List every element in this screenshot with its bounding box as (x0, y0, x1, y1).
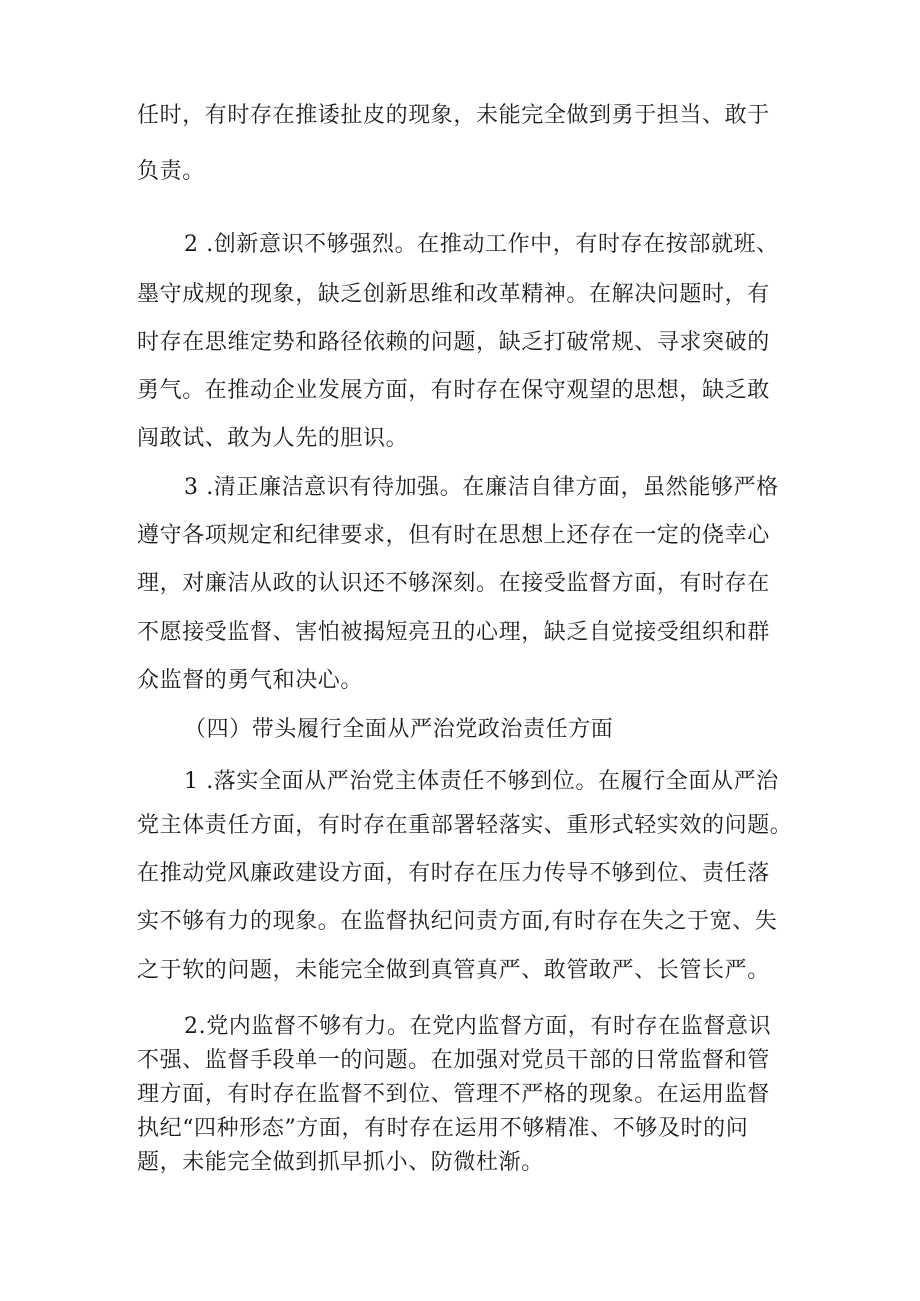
text-line: 不愿接受监督、害怕被揭短亮丑的心理，缺乏自觉接受组织和群 (137, 620, 770, 645)
text-line: 3 .清正廉洁意识有待加强。在廉洁自律方面，虽然能够严格 (184, 475, 779, 500)
text-line: 勇气。在推动企业发展方面，有时存在保守观望的思想，缺乏敢 (137, 378, 770, 403)
text-line: 负责。 (137, 159, 205, 184)
text-line: 题，未能完全做到抓早抓小、防微杜渐。 (137, 1150, 544, 1175)
text-line: 理方面，有时存在监督不到位、管理不严格的现象。在运用监督 (137, 1082, 770, 1107)
text-line: 众监督的勇气和决心。 (137, 668, 364, 693)
text-line: 2.党内监督不够有力。在党内监督方面，有时存在监督意识 (184, 1014, 772, 1039)
text-line: 不强、监督手段单一的问题。在加强对党员干部的日常监督和管 (137, 1048, 770, 1073)
text-line: 遵守各项规定和纪律要求，但有时在思想上还存在一定的侥幸心 (137, 523, 770, 548)
text-line: 理，对廉洁从政的认识还不够深刻。在接受监督方面，有时存在 (137, 571, 770, 596)
text-line: 执纪“四种形态”方面，有时存在运用不够精准、不够及时的问 (137, 1116, 749, 1141)
text-line: 1 .落实全面从严治党主体责任不够到位。在履行全面从严治 (184, 769, 779, 794)
section-heading: （四）带头履行全面从严治党政治责任方面 (184, 717, 614, 742)
text-line: 任时，有时存在推诿扯皮的现象，未能完全做到勇于担当、敢于 (137, 103, 770, 128)
text-line: 时存在思维定势和路径依赖的问题，缺乏打破常规、寻求突破的 (137, 330, 770, 355)
text-line: 闯敢试、敢为人先的胆识。 (137, 426, 409, 451)
text-line: 墨守成规的现象，缺乏创新思维和改革精神。在解决问题时，有 (137, 282, 770, 307)
text-line: 之于软的问题，未能完全做到真管真严、敢管敢严、长管长严。 (137, 958, 770, 983)
text-line: 2 .创新意识不够强烈。在推动工作中，有时存在按部就班、 (184, 232, 779, 257)
text-line: 在推动党风廉政建设方面，有时存在压力传导不够到位、责任落 (137, 861, 770, 886)
text-line: 实不够有力的现象。在监督执纪问责方面,有时存在失之于宽、失 (137, 909, 778, 934)
text-line: 党主体责任方面，有时存在重部署轻落实、重形式轻实效的问题。 (137, 813, 793, 838)
